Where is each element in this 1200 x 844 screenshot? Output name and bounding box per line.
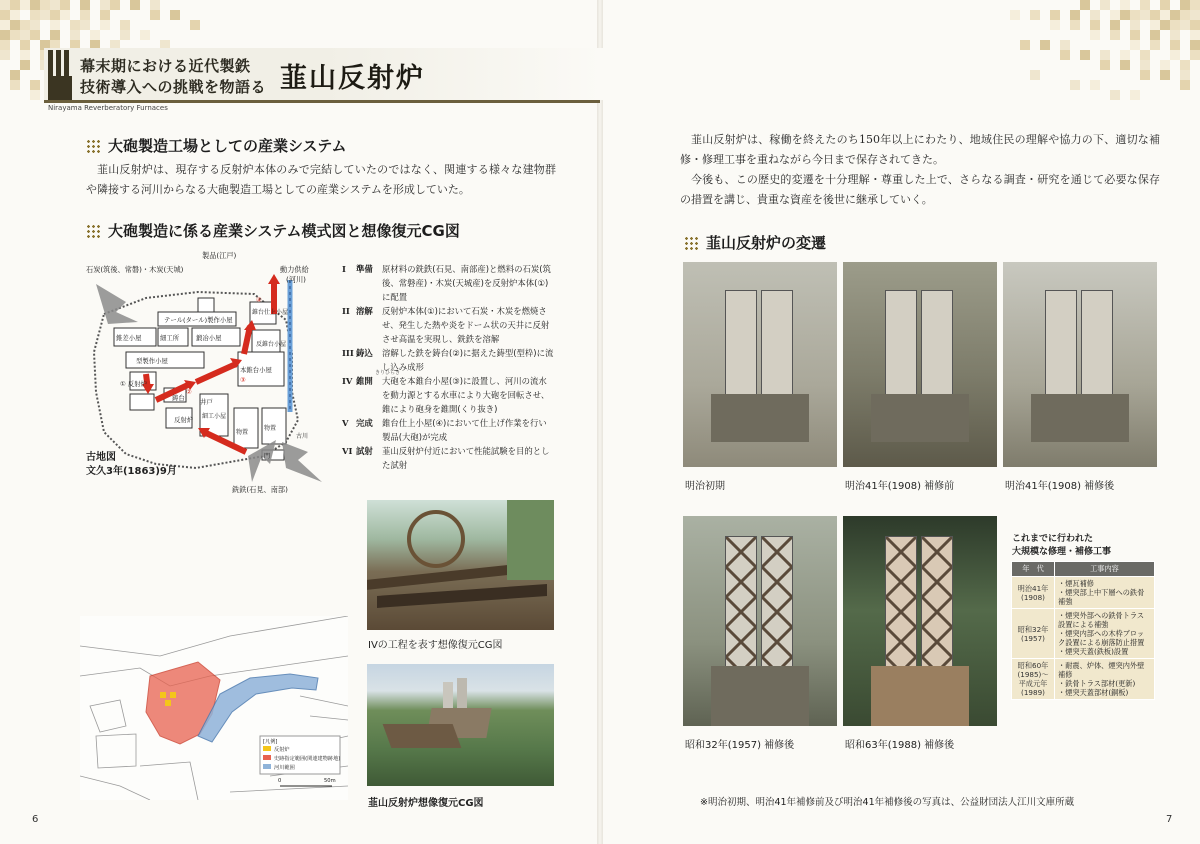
- step-description: 原材料の銑鉄(石見、南部産)と燃料の石炭(筑後、常磐産)・木炭(天城産)を反射炉本体(①)に配置: [382, 264, 551, 302]
- right-intro-paragraph-1: 韮山反射炉は、稼働を終えたのち150年以上にわたり、地域住民の理解や協力の下、適切な補修・修理工事を重ねながら今日まで保存されてきた。: [680, 133, 1160, 166]
- section1-paragraph: 韮山反射炉は、現存する反射炉本体のみで完結していたのではなく、関連する様々な建物群や隣接する河川からなる大砲製造工場としての産業システムを形成していた。: [86, 163, 556, 196]
- map-marker-4: ④: [256, 296, 262, 304]
- map-label-finish: 錐台仕上小屋: [252, 309, 289, 316]
- table-cell-year: 昭和60年(1985)〜平成元年(1989): [1012, 659, 1055, 700]
- step-key: 溶解: [356, 306, 373, 316]
- step-description: 錐台仕上小屋(④)において仕上げ作業を行い製品(大砲)が完成: [382, 418, 547, 442]
- map-label-forge: 鍛冶小屋: [196, 334, 222, 342]
- table-row: [1012, 609, 1155, 659]
- step-description: 溶解した鉄を鋳台(②)に据えた鋳型(型枠)に流し込み成形: [382, 348, 554, 372]
- cg2-caption: 韮山反射炉想像復元CG図: [368, 798, 484, 809]
- map-label-boring: 本錐台小屋: [240, 366, 272, 374]
- legend-item-furnace: 反射炉: [274, 747, 290, 753]
- map-caption-1: 古地図: [86, 452, 116, 463]
- map-label-mold: 型製作小屋: [136, 357, 168, 365]
- process-step: [342, 262, 554, 304]
- table-cell-year: 昭和32年(1957): [1012, 609, 1055, 659]
- history-heading-text: 韮山反射炉の変遷: [706, 234, 827, 252]
- map-label-drill-shop: 錐差小屋: [116, 334, 142, 342]
- repair-history-table: [1011, 561, 1155, 700]
- furnace-photo-caption: 明治41年(1908) 補修後: [1005, 481, 1115, 492]
- step-number: I: [342, 264, 346, 274]
- step-number: IV: [342, 376, 353, 386]
- right-intro-paragraph-2: 今後も、この歴史的変遷を十分理解・尊重した上で、さらなる調査・研究を通じて必要な保存の措置を講じ、貴重な資産を後世に継承していく。: [680, 173, 1160, 206]
- table-cell-work: ・煙突外部への鉄骨トラス設置による補強 ・煙突内部への木枠ブロック設置による崩落防止措置 ・煙突天蓋(鉄板)設置: [1055, 609, 1155, 659]
- map-caption-2: 文久3年(1863)9月: [86, 466, 177, 477]
- map-label-coal: 石炭(筑後、常磐)・木炭(天城): [86, 265, 184, 274]
- heading-grid-icon: [86, 224, 100, 238]
- right-intro: [680, 130, 1160, 210]
- furnace-photo: [683, 516, 837, 726]
- scale-zero: 0: [278, 778, 282, 784]
- scale-max: 50m: [324, 778, 336, 784]
- legend-item-river: 河川範囲: [274, 765, 295, 771]
- table-cell-work: ・煙瓦補修 ・煙突部上中下層への鉄骨補強: [1055, 577, 1155, 609]
- table-cell-year: 明治41年(1908): [1012, 577, 1055, 609]
- step-number: II: [342, 306, 350, 316]
- step-key: 完成: [356, 418, 373, 428]
- section1-heading-text: 大砲製造工場としての産業システム: [108, 137, 347, 155]
- process-steps: [342, 262, 554, 472]
- furnace-photo: [843, 262, 997, 467]
- step-key: 錐開: [356, 376, 373, 386]
- table-header-work: 工事内容: [1055, 562, 1155, 577]
- map-label-product: 製品(江戸): [202, 251, 237, 260]
- process-step: [342, 346, 554, 374]
- map-label-rev-boring: 反錐台小屋: [256, 341, 287, 348]
- map-label-gate: 門: [264, 453, 271, 460]
- legend-title: [凡例]: [263, 739, 278, 745]
- process-step: [342, 444, 554, 472]
- process-step: [342, 416, 554, 444]
- banner-rule: [44, 100, 600, 103]
- map-label-warehouse-2: 物置: [264, 425, 277, 432]
- step-key: 鋳込: [356, 348, 373, 358]
- step-key: 準備: [356, 264, 373, 274]
- title-subtitle-1: 幕末期における近代製鉄: [80, 57, 251, 75]
- furnace-photo-caption: 昭和32年(1957) 補修後: [685, 740, 795, 751]
- title-subtitle-2: 技術導入への挑戦を物語る: [80, 78, 267, 96]
- page-number-right: 7: [1166, 814, 1173, 825]
- heading-grid-icon: [684, 236, 698, 250]
- table-header-era: 年 代: [1012, 562, 1055, 577]
- process-step: [342, 374, 554, 416]
- table-title-2: 大規模な修理・補修工事: [1012, 547, 1112, 557]
- legend-item-site: 史跡指定範囲(関連建物跡地): [274, 756, 341, 762]
- heading-grid-icon: [86, 139, 100, 153]
- furnace-photo-caption: 明治初期: [685, 481, 725, 492]
- table-title-1: これまでに行われた: [1012, 534, 1094, 544]
- photo-credit-footnote: ※明治初期、明治41年補修前及び明治41年補修後の写真は、公益財団法人江川文庫所蔵: [700, 797, 1075, 808]
- page-number-left: 6: [32, 814, 39, 825]
- site-area-map: [80, 616, 348, 800]
- table-cell-work: ・耐震、炉体、煙突内外壁補修 ・鉄骨トラス部材(更新) ・煙突天蓋部材(銅板): [1055, 659, 1155, 700]
- map-label-river: (河川): [286, 275, 306, 284]
- map-marker-2: ②: [186, 388, 192, 396]
- step-key: 試射: [356, 446, 373, 456]
- page-title-en: Nirayama Reverberatory Furnaces: [48, 104, 168, 112]
- map-label-ancient-river: 古川: [296, 433, 309, 440]
- cg-image-reconstruction: [367, 664, 554, 786]
- map-label-well: 井戸: [200, 398, 213, 406]
- cg1-caption: IVの工程を表す想像復元CG図: [368, 640, 503, 651]
- map-label-pig-iron: 銑鉄(石見、南部): [232, 485, 288, 494]
- step-ruby: きりひらき: [375, 370, 401, 376]
- cg-image-boring-process: [367, 500, 554, 630]
- page-title: 韮山反射炉: [280, 63, 425, 94]
- table-row: [1012, 577, 1155, 609]
- step-number: III: [342, 348, 354, 358]
- map-label-work-hut: 細工小屋: [202, 413, 227, 420]
- map-label-power: 動力供給: [280, 265, 309, 274]
- section2-heading: [86, 220, 460, 241]
- table-row: [1012, 659, 1155, 700]
- furnace-photo: [683, 262, 837, 467]
- map-marker-3: ③: [240, 376, 246, 384]
- section1-text: [86, 160, 556, 200]
- furnace-photo: [1003, 262, 1157, 467]
- section1-heading: [86, 135, 347, 156]
- furnace-photo-caption: 昭和63年(1988) 補修後: [845, 740, 955, 751]
- step-description: 韮山反射炉付近において性能試験を目的とした試射: [382, 446, 550, 470]
- process-step: [342, 304, 554, 346]
- map-label-casting: 鋳台: [172, 394, 185, 402]
- history-heading: [684, 232, 826, 253]
- map-label-furnace-2: 反射炉: [174, 416, 194, 424]
- map-label-furnace-1: ① 反射炉: [120, 380, 147, 388]
- step-number: V: [342, 418, 349, 428]
- step-description: 大砲を本錐台小屋(③)に設置し、河川の流水を動力源とする水車により大砲を回転させ、錐により砲身を錐開(くり抜き): [382, 376, 550, 414]
- furnace-photo: [843, 516, 997, 726]
- section2-heading-text: 大砲製造に係る産業システム模式図と想像復元CG図: [108, 222, 460, 240]
- map-label-tar: テール(タール)製作小屋: [164, 316, 233, 324]
- furnace-photo-caption: 明治41年(1908) 補修前: [845, 481, 955, 492]
- map-label-workshop: 細工所: [160, 334, 180, 342]
- step-number: VI: [342, 446, 353, 456]
- map-label-warehouse-1: 物置: [236, 429, 249, 436]
- step-description: 反射炉本体(①)において石炭・木炭を燃焼させ、発生した熱や炎をドーム状の天井に反射させ高温を実現し、銑鉄を溶解: [382, 306, 550, 344]
